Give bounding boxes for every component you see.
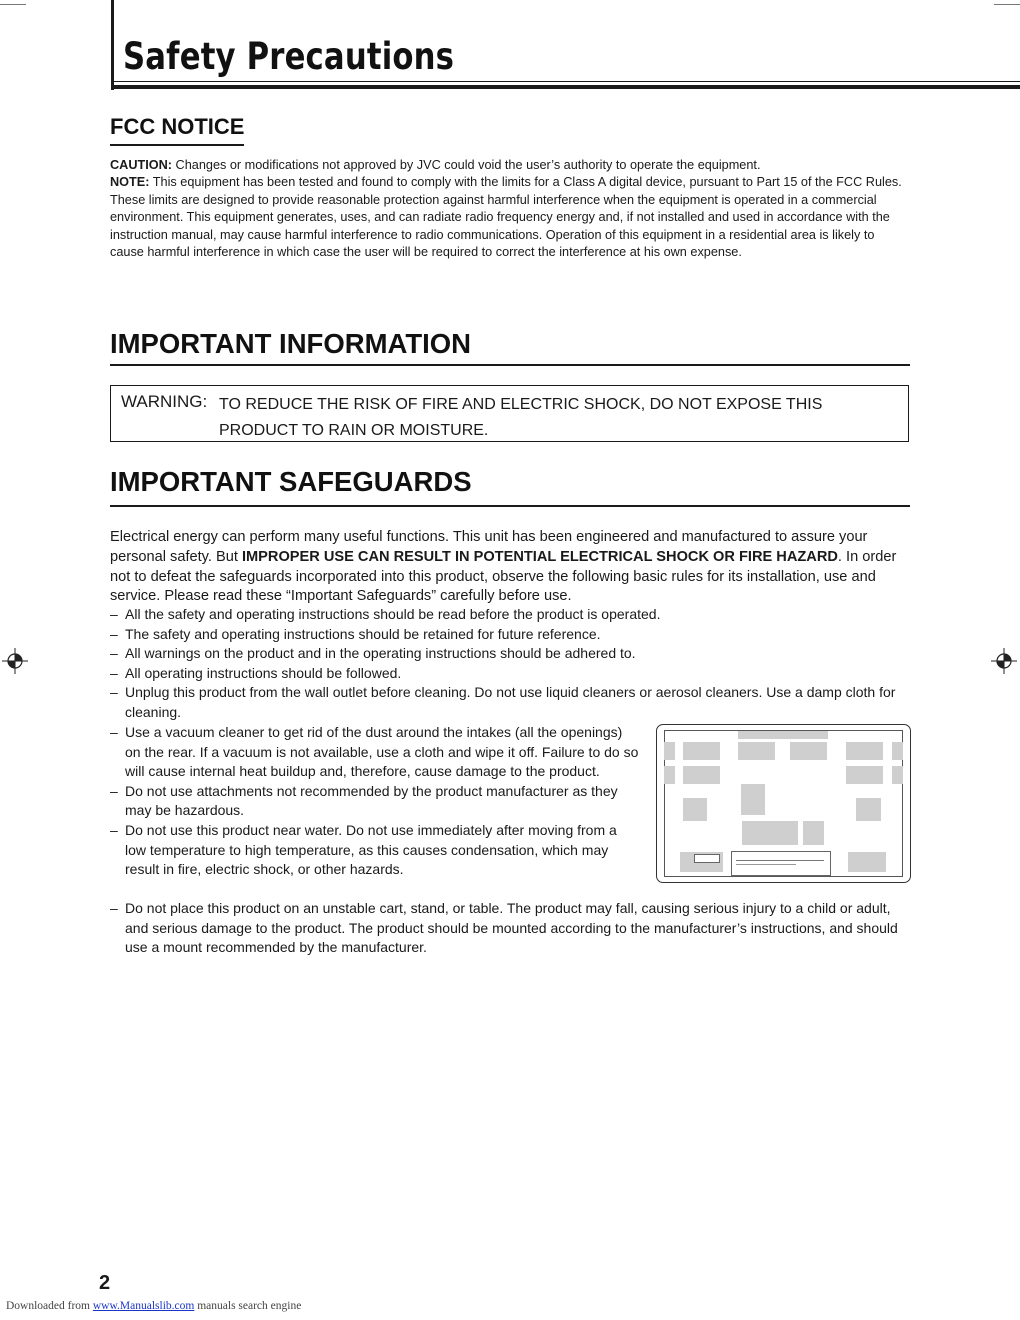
list-item-text: Use a vacuum cleaner to get rid of the dust around the intakes (all the openings) on the rear. If a vacuum is not available, use a cloth and wipe it off. Failure to do so will cause internal heat buildup and, therefore, cause damage to the product. bbox=[125, 724, 639, 780]
crop-mark bbox=[0, 4, 26, 5]
dash-marker: – bbox=[110, 645, 118, 662]
dash-marker: – bbox=[110, 684, 118, 701]
safeguards-list bbox=[110, 723, 640, 880]
intake-vent bbox=[892, 742, 903, 760]
heading-underline bbox=[110, 144, 244, 146]
dash-marker: – bbox=[110, 606, 118, 622]
intro-bold-text: IMPROPER USE CAN RESULT IN POTENTIAL ELECTRICAL SHOCK OR FIRE HAZARD bbox=[241, 548, 838, 565]
warning-label: WARNING: bbox=[121, 392, 208, 411]
intake-vent bbox=[790, 742, 827, 760]
caution-paragraph bbox=[110, 157, 910, 174]
registration-mark-icon bbox=[991, 648, 1017, 674]
rear-panel-illustration bbox=[656, 724, 911, 883]
intake-vent bbox=[803, 821, 824, 845]
list-item-text: Do not use attachments not recommended by the product manufacturer as they may be hazardous. bbox=[125, 782, 618, 819]
caution-text: Changes or modifications not approved by JVC could void the user’s authority to operate the equipment. bbox=[172, 158, 761, 172]
footer-suffix: manuals search engine bbox=[194, 1300, 302, 1312]
list-item bbox=[110, 644, 900, 664]
list-item bbox=[110, 664, 900, 684]
safeguards-list bbox=[110, 605, 900, 723]
list-item bbox=[110, 723, 640, 782]
list-item-text: Unplug this product from the wall outlet before cleaning. Do not use liquid cleaners or aerosol cleaners. Use a damp cloth for cleaning. bbox=[125, 684, 896, 720]
intake-vent bbox=[683, 798, 707, 821]
list-item bbox=[110, 782, 640, 821]
terminal-panel bbox=[731, 851, 831, 876]
list-item-text: Do not place this product on an unstable cart, stand, or table. The product may fall, causing serious injury to a child or adult, and serious damage to the product. The product should be mounted according to the manufacturer’s instructions, and should use a mount recommended by the manufacturer. bbox=[125, 900, 898, 956]
intro-text: Electrical energy can perform many useful functions. This unit has been engineered and manufactured to assure your personal safety. But bbox=[110, 529, 868, 565]
intake-vent bbox=[738, 731, 828, 739]
page-title: Safety Precautions bbox=[123, 35, 455, 78]
list-item-text: All warnings on the product and in the operating instructions should be adhered to. bbox=[125, 645, 636, 662]
page-number: 2 bbox=[99, 1272, 111, 1294]
dash-marker: – bbox=[110, 724, 118, 740]
list-item bbox=[110, 625, 900, 645]
note-text: This equipment has been tested and found to comply with the limits for a Class A digital device, pursuant to Part 15 of the FCC Rules. These limits are designed to provide reasonable protection against harmful interference when the equipment is operated in a commercial environment. This equipment generates, uses, and can radiate radio frequency energy and, if not installed and used in accordance with the instruction manual, may cause harmful interference to radio communications. Operation of this equipment in a residential area is likely to cause harmful interference in which case the user will be required to correct the interference at his own expense. bbox=[110, 175, 902, 260]
dash-marker: – bbox=[110, 664, 118, 681]
intake-vent bbox=[742, 821, 798, 845]
header-rule bbox=[111, 85, 1020, 89]
intake-vent bbox=[848, 852, 886, 872]
warning-box bbox=[110, 385, 909, 442]
header-bar bbox=[111, 0, 114, 90]
intro-text: . In order not to defeat the safeguards incorporated into this product, observe the following basic rules for its installation, use and service. Please read these “Important Safeguards” carefully before use. bbox=[110, 548, 897, 605]
registration-mark-icon bbox=[2, 648, 28, 674]
safeguards-list bbox=[110, 899, 910, 958]
footer-credit bbox=[6, 1300, 301, 1312]
list-item bbox=[110, 821, 640, 880]
header-rule bbox=[111, 81, 1020, 82]
important-information-heading: IMPORTANT INFORMATION bbox=[110, 328, 472, 359]
warning-text: TO REDUCE THE RISK OF FIRE AND ELECTRIC SHOCK, DO NOT EXPOSE THIS PRODUCT TO RAIN OR MOISTURE. bbox=[219, 396, 823, 439]
dash-marker: – bbox=[110, 782, 118, 799]
list-item-text: All operating instructions should be followed. bbox=[125, 664, 402, 681]
footer-prefix: Downloaded from bbox=[6, 1300, 93, 1312]
list-item-text: Do not use this product near water. Do not use immediately after moving from a low temperature to high temperature, as this causes condensation, which may result in fire, electric shock, or other hazards. bbox=[125, 821, 617, 878]
fcc-notice-text bbox=[110, 157, 910, 261]
safeguards-intro bbox=[110, 528, 910, 607]
intake-vent bbox=[856, 798, 881, 821]
intake-vent bbox=[738, 742, 775, 760]
intake-vent bbox=[683, 766, 720, 784]
dash-marker: – bbox=[110, 821, 118, 838]
intake-vent bbox=[664, 742, 675, 760]
list-item bbox=[110, 605, 900, 625]
list-item-text: The safety and operating instructions should be retained for future reference. bbox=[125, 625, 601, 642]
list-item bbox=[110, 899, 910, 958]
intake-vent bbox=[846, 742, 883, 760]
intake-vent bbox=[846, 766, 883, 784]
manualslib-link[interactable]: www.Manualslib.com bbox=[92, 1300, 195, 1312]
connector-port bbox=[694, 854, 720, 863]
note-paragraph bbox=[110, 174, 910, 261]
section-rule bbox=[110, 364, 910, 366]
crop-mark bbox=[994, 4, 1020, 5]
intake-vent bbox=[664, 766, 675, 784]
note-label: NOTE: bbox=[110, 175, 150, 190]
caution-label: CAUTION: bbox=[110, 158, 173, 172]
intake-vent bbox=[683, 742, 720, 760]
dash-marker: – bbox=[110, 625, 118, 642]
list-item bbox=[110, 683, 900, 722]
dash-marker: – bbox=[110, 900, 118, 916]
section-rule bbox=[110, 505, 910, 507]
fcc-notice-heading: FCC NOTICE bbox=[110, 114, 245, 139]
list-item-text: All the safety and operating instructions should be read before the product is operated. bbox=[125, 606, 661, 622]
important-safeguards-heading: IMPORTANT SAFEGUARDS bbox=[110, 466, 472, 497]
intake-vent bbox=[892, 766, 903, 784]
intake-vent bbox=[741, 784, 765, 815]
